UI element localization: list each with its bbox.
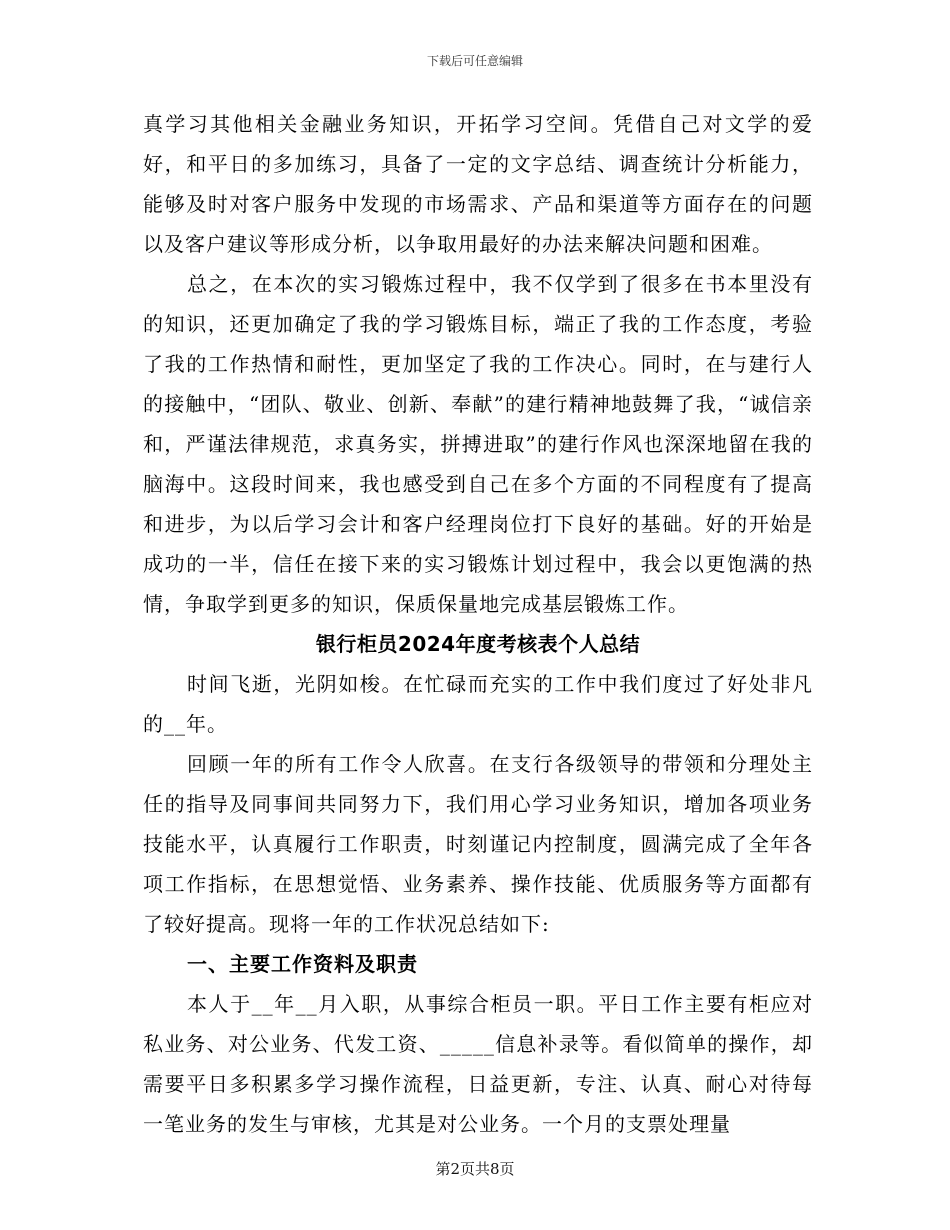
page-footer: 第2页共8页 bbox=[435, 1160, 515, 1178]
page-header: 下载后可任意编辑 bbox=[426, 54, 523, 68]
paragraph-continuation: 真学习其他相关金融业务知识，开拓学习空间。凭借自己对文学的爱好，和平日的多加练习，具备了一定的文字总结、调查统计分析能力，能够及时对客户服务中发现的市场需求、产品和渠道等方面存在的问题以及客户建议等形成分析，以争取用最好的办法来解决问题和困难。 bbox=[143, 112, 813, 256]
paragraph-summary: 总之，在本次的实习锻炼过程中，我不仅学到了很多在书本里没有的知识，还更加确定了我的学习锻炼目标，端正了我的工作态度，考验了我的工作热情和耐性，更加坚定了我的工作决心。同时，在与建行人的接触中，“团队、敬业、创新、奉献”的建行精神地鼓舞了我，“诚信亲和，严谨法律规范，求真务实，拼搏进取”的建行作风也深深地留在我的脑海中。这段时间来，我也感受到自己在多个方面的不同程度有了提高和进步，为以后学习会计和客户经理岗位打下良好的基础。好的开始是成功的一半，信任在接下来的实习锻炼计划过程中，我会以更饱满的热情，争取学到更多的知识，保质保量地完成基层锻炼工作。 bbox=[143, 272, 813, 616]
paragraph-intro: 时间飞逝，光阴如梭。在忙碌而充实的工作中我们度过了好处非凡的__年。 bbox=[143, 672, 813, 736]
section-title: 银行柜员2024年度考核表个人总结 bbox=[315, 632, 641, 656]
paragraph-duties: 本人于__年__月入职，从事综合柜员一职。平日工作主要有柜应对私业务、对公业务、代发工资、_____信息补录等。看似简单的操作，却需要平日多积累多学习操作流程，日益更新，专注、认真、耐心对待每一笔业务的发生与审核，尤其是对公业务。一个月的支票处理量 bbox=[143, 992, 813, 1136]
document-body bbox=[143, 104, 813, 1144]
paragraph-review: 回顾一年的所有工作令人欣喜。在支行各级领导的带领和分理处主任的指导及同事间共同努力下，我们用心学习业务知识，增加各项业务技能水平，认真履行工作职责，时刻谨记内控制度，圆满完成了全年各项工作指标，在思想觉悟、业务素养、操作技能、优质服务等方面都有了较好提高。现将一年的工作状况总结如下: bbox=[143, 752, 813, 936]
heading-main-duties: 一、主要工作资料及职责 bbox=[187, 952, 418, 976]
